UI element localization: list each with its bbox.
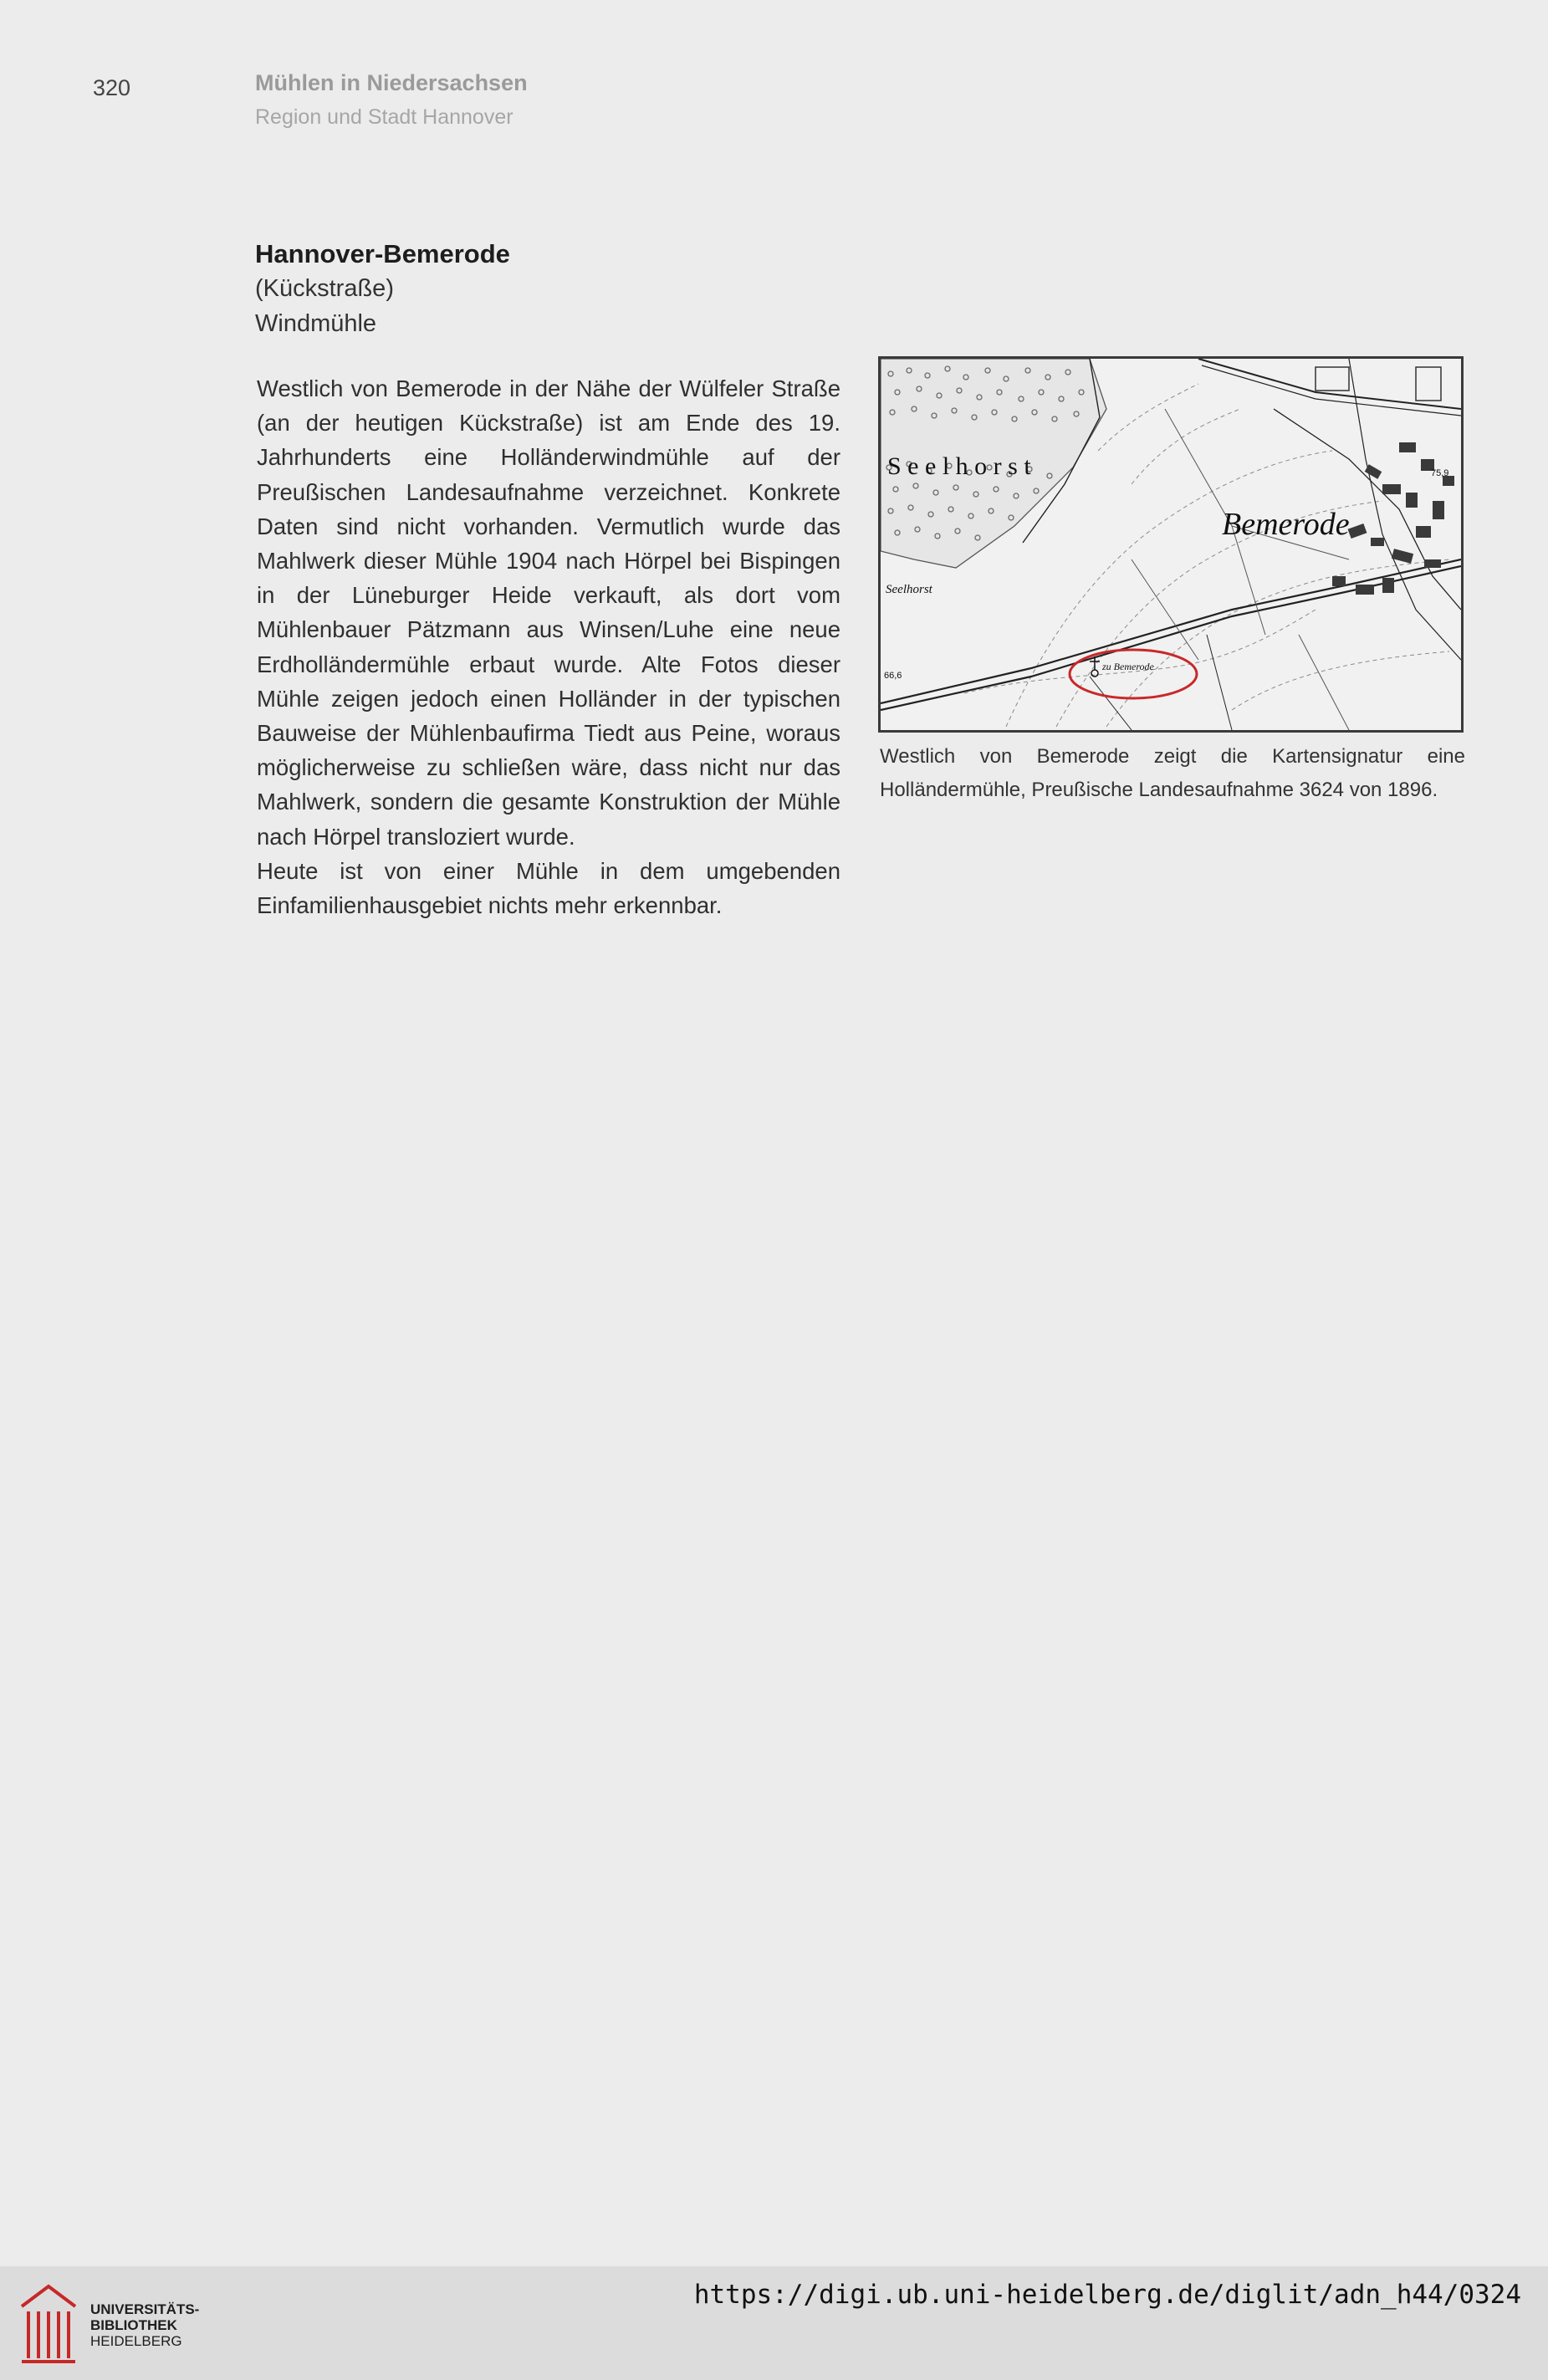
map-label-bemerode: Bemerode bbox=[1222, 507, 1350, 542]
historic-map-figure bbox=[878, 356, 1464, 733]
library-name-line: HEIDELBERG bbox=[90, 2333, 182, 2349]
entry-title: Hannover-Bemerode bbox=[255, 239, 510, 268]
source-url-link[interactable]: https://digi.ub.uni-heidelberg.de/diglit/adn_h44/0324 bbox=[693, 2280, 1521, 2310]
figure-caption: Westlich von Bemerode zeigt die Kartensignatur eine Holländermühle, Preußische Landesaufnahme 3624 von 1896. bbox=[880, 745, 1465, 801]
body-paragraph: Westlich von Bemerode in der Nähe der Wülfeler Straße (an der heutigen Kückstraße) ist am Ende des 19. Jahrhunderts eine Holländerwindmühle auf der Preußischen Landesaufnahme verzeichnet. Konkrete Daten sind nicht vorhanden. Vermutlich wurde das Mahlwerk dieser Mühle 1904 nach Hörpel bei Bispingen in der Lüneburger Heide verkauft, als dort vom Mühlenbauer Pätzmann aus Winsen/Luhe eine neue Erdholländermühle erbaut wurde. Alte Fotos dieser Mühle zeigen jedoch einen Holländer in der typischen Bauweise der Mühlenbaufirma Tiedt aus Peine, woraus möglicherweise zu schließen wäre, dass nicht nur das Mahlwerk, sondern die gesamte Konstruktion der Mühle nach Hörpel transloziert wurde. bbox=[257, 375, 840, 850]
historic-map bbox=[881, 359, 1461, 730]
article-body bbox=[257, 371, 840, 922]
library-name-line: UNIVERSITÄTS- bbox=[90, 2301, 200, 2317]
running-subtitle: Region und Stadt Hannover bbox=[255, 105, 513, 129]
map-label-seelhorst: S e e l h o r s t bbox=[887, 452, 1031, 480]
library-name-line: BIBLIOTHEK bbox=[90, 2317, 177, 2333]
entry-street: (Kückstraße) bbox=[255, 275, 394, 302]
body-paragraph: Heute ist von einer Mühle in dem umgebenden Einfamilienhausgebiet nichts mehr erkennbar. bbox=[257, 857, 840, 919]
entry-heading bbox=[255, 237, 510, 341]
map-elevation-label: 66,6 bbox=[884, 671, 902, 681]
map-label-zu-bemerode: zu Bemerode bbox=[1102, 661, 1154, 672]
entry-type: Windmühle bbox=[255, 310, 377, 337]
page-number: 320 bbox=[93, 75, 131, 100]
map-elevation-label: 75,9 bbox=[1431, 468, 1449, 478]
library-logo-icon bbox=[15, 2281, 82, 2365]
map-label-seelhorst-small: Seelhorst bbox=[886, 583, 932, 596]
running-title: Mühlen in Niedersachsen bbox=[255, 70, 528, 95]
library-name bbox=[90, 2301, 199, 2349]
